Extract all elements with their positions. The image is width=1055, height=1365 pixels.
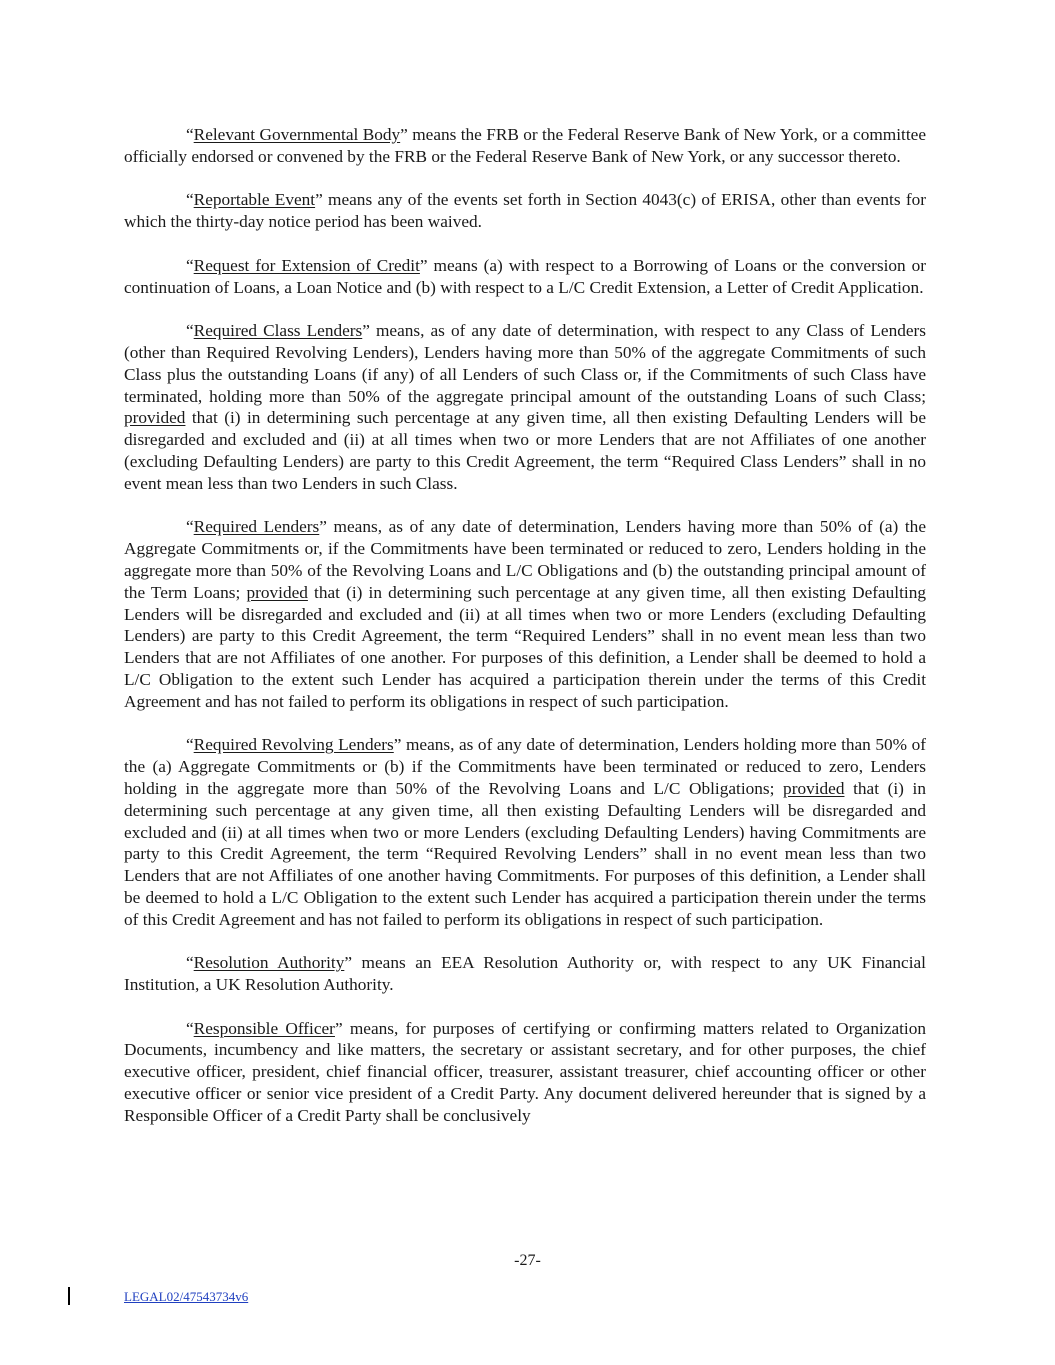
page-number: -27- [514,1252,541,1269]
revision-bar [68,1287,70,1305]
document-reference: LEGAL02/47543734v6 [124,1289,249,1304]
provided-term: provided [783,778,845,798]
defined-term: Responsible Officer [193,1018,335,1038]
definition-request-for-extension-of-credit: “Request for Extension of Credit” means (a) with respect to a Borrowing of Loans or the conversion or continuation of Loans, a Loan Notice and (b) with respect to a L/C Credit Extension, a Letter of Credit Application. [124,255,926,297]
definition-text: ” means the FRB or the Federal Reserve Bank of New York, or a committee officially endorsed or convened by the FRB or the Federal Reserve Bank of New York, or any successor thereto. [124,125,926,166]
definition-required-revolving-lenders: “Required Revolving Lenders” means, as of any date of determination, Lenders holding more than 50% of the (a) Aggregate Commitments or (b) if the Commitments have been terminated or reduced to zero, Lenders holding in the aggregate more than 50% of the Revolving Loans and L/C Obligations; provided that (i) in determining such percentage at any given time, all then existing Defaulting Lenders will be disregarded and excluded and (ii) at all times when two or more Lenders (excluding Defaulting Lenders) having Commitments are party to this Credit Agreement, the term “Required Revolving Lenders” shall in no event mean less than two Lenders that are not Affiliates of one another having Commitments. For purposes of this definition, a Lender shall be deemed to hold a L/C Obligation to the extent such Lender has acquired a participation therein under the terms of this Credit Agreement and has not failed to perform its obligations in respect of such participation. [124,735,926,929]
defined-term: Relevant Governmental Body [193,125,401,144]
definition-text: ” means any of the events set forth in Section 4043(c) of ERISA, other than events for which the thirty-day notice period has been waived. [124,190,926,232]
defined-term: Reportable Event [193,190,316,210]
definition-text: ” means, as of any date of determination, Lenders holding more than 50% of the (a) Aggregate Commitments or (b) if the Commitments have been terminated or reduced to zero, Lenders holding in the aggregate more than 50% of the Revolving Loans and L/C Obligations; [124,735,926,798]
definition-responsible-officer: “Responsible Officer” means, for purposes of certifying or confirming matters related to Organization Documents, incumbency and like matters, the secretary or assistant secretary, and for other purposes, the chief executive officer, president, chief financial officer, treasurer, assistant treasurer, chief accounting officer or other executive officer or senior vice president of a Credit Party. Any document delivered hereunder that is signed by a Responsible Officer of a Credit Party shall be conclusively [124,1018,926,1125]
definition-resolution-authority: “Resolution Authority” means an EEA Resolution Authority or, with respect to any UK Financial Institution, a UK Resolution Authority. [124,953,926,995]
definition-reportable-event: “Reportable Event” means any of the events set forth in Section 4043(c) of ERISA, other than events for which the thirty-day notice period has been waived. [124,190,926,232]
provided-term: provided [246,582,308,602]
provided-term: provided [124,408,186,428]
defined-term: Required Lenders [193,517,320,537]
definition-text: ” means, as of any date of determination, with respect to any Class of Lenders (other than Required Revolving Lenders), Lenders having more than 50% of the aggregate Commitments of such Class plus the outstanding Loans (if any) of all Lenders of such Class or, if the Commitments of such Class have terminated, holding more than 50% of the aggregate principal amount of the outstanding Loans of such Class; [124,321,927,406]
defined-term: Required Revolving Lenders [193,735,394,755]
defined-term: Request for Extension of Credit [193,255,420,275]
definition-required-class-lenders: “Required Class Lenders” means, as of any date of determination, with respect to any Class of Lenders (other than Required Revolving Lenders), Lenders having more than 50% of the aggregate Commitments of such Class plus the outstanding Loans (if any) of all Lenders of such Class or, if the Commitments of such Class have terminated, holding more than 50% of the aggregate principal amount of the outstanding Loans of such Class; provided that (i) in determining such percentage at any given time, all then existing Defaulting Lenders will be disregarded and excluded and (ii) at all times when two or more Lenders that are not Affiliates of one another (excluding Defaulting Lenders) are party to this Credit Agreement, the term “Required Class Lenders” shall in no event mean less than two Lenders in such Class. [124,321,927,493]
definition-text: that (i) in determining such percentage at any given time, all then existing Defaulting Lenders will be disregarded and excluded and (ii) at all times when two or more Lenders (excluding Defaulting Lenders) having Commitments are party to this Credit Agreement, the term “Required Revolving Lenders” shall in no event mean less than two Lenders that are not Affiliates of one another having Commitments. For purposes of this definition, a Lender shall be deemed to hold a L/C Obligation to the extent such Lender has acquired a participation therein under the terms of this Credit Agreement and has not failed to perform its obligations in respect of such participation. [124,778,926,929]
definition-text: ” means an EEA Resolution Authority or, with respect to any UK Financial Institution, a UK Resolution Authority. [124,953,926,995]
definition-required-lenders: “Required Lenders” means, as of any date of determination, Lenders having more than 50% of (a) the Aggregate Commitments or, if the Commitments have been terminated or reduced to zero, Lenders holding in the aggregate more than 50% of the Revolving Loans and L/C Obligations and (b) the outstanding principal amount of the Term Loans; provided that (i) in determining such percentage at any given time, all then existing Defaulting Lenders will be disregarded and excluded and (ii) at all times when two or more Lenders (excluding Defaulting Lenders) are party to this Credit Agreement, the term “Required Lenders” shall in no event mean less than two Lenders that are not Affiliates of one another. For purposes of this definition, a Lender shall be deemed to hold a L/C Obligation to the extent such Lender has acquired a participation therein under the terms of this Credit Agreement and has not failed to perform its obligations in respect of such participation. [124,517,926,711]
defined-term: Required Class Lenders [193,321,363,341]
definition-relevant-governmental-body: “Relevant Governmental Body” means the FRB or the Federal Reserve Bank of New York, or a committee officially endorsed or convened by the FRB or the Federal Reserve Bank of New York, or any successor thereto. [124,125,926,166]
definition-text: ” means (a) with respect to a Borrowing of Loans or the conversion or continuation of Loans, a Loan Notice and (b) with respect to a L/C Credit Extension, a Letter of Credit Application. [124,255,926,297]
definition-text: that (i) in determining such percentage at any given time, all then existing Defaulting Lenders will be disregarded and excluded and (ii) at all times when two or more Lenders (excluding Defaulting Lenders) are party to this Credit Agreement, the term “Required Lenders” shall in no event mean less than two Lenders that are not Affiliates of one another. For purposes of this definition, a Lender shall be deemed to hold a L/C Obligation to the extent such Lender has acquired a participation therein under the terms of this Credit Agreement and has not failed to perform its obligations in respect of such participation. [124,582,926,711]
definition-text: that (i) in determining such percentage at any given time, all then existing Defaulting Lenders will be disregarded and excluded and (ii) at all times when two or more Lenders that are not Affiliates of one another (excluding Defaulting Lenders) are party to this Credit Agreement, the term “Required Class Lenders” shall in no event mean less than two Lenders in such Class. [124,408,926,493]
definition-text: ” means, as of any date of determination, Lenders having more than 50% of (a) the Aggregate Commitments or, if the Commitments have been terminated or reduced to zero, Lenders holding in the aggregate more than 50% of the Revolving Loans and L/C Obligations and (b) the outstanding principal amount of the Term Loans; [124,517,926,602]
definition-text: ” means, for purposes of certifying or confirming matters related to Organization Documents, incumbency and like matters, the secretary or assistant secretary, and for other purposes, the chief executive officer, president, chief financial officer, treasurer, assistant treasurer, chief accounting officer or other executive officer or senior vice president of a Credit Party. Any document delivered hereunder that is signed by a Responsible Officer of a Credit Party shall be conclusively [124,1018,926,1125]
defined-term: Resolution Authority [193,953,345,973]
document-body [124,124,926,1148]
